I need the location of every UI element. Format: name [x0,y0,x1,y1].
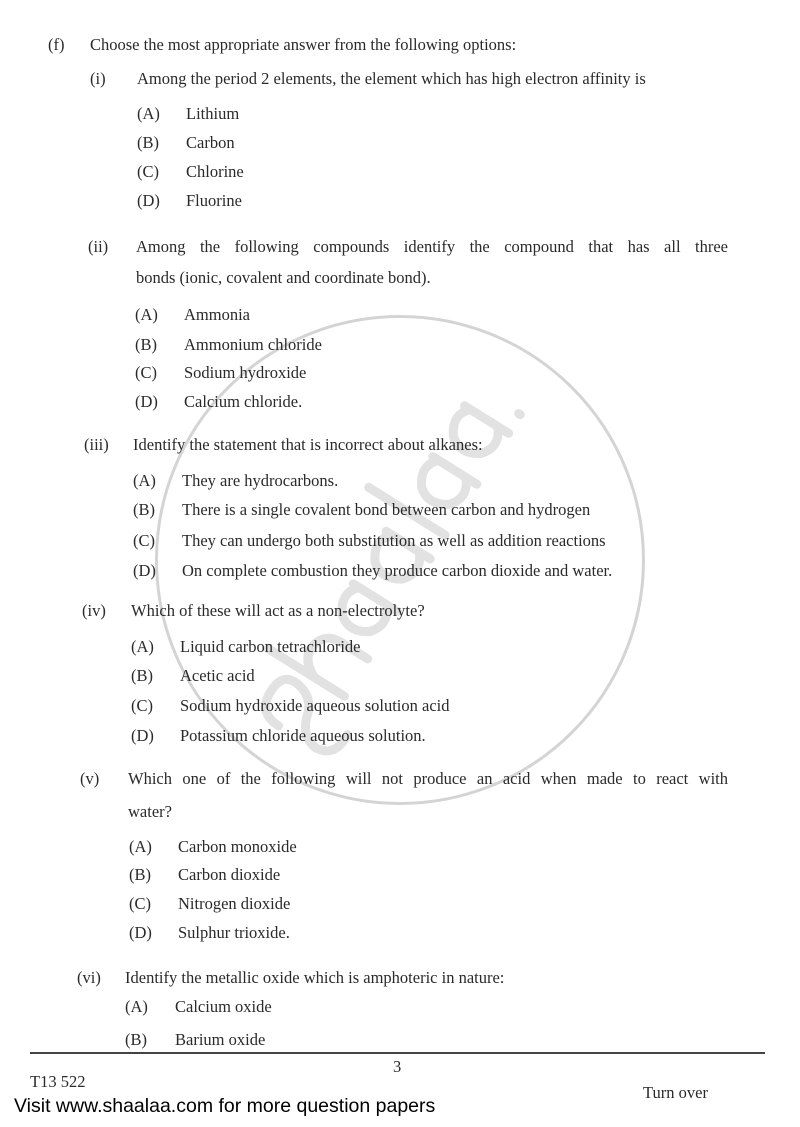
option-letter: (D) [133,561,156,580]
option-text: Calcium chloride. [184,392,303,411]
option-text: They can undergo both substitution as well as addition reactions [182,531,606,550]
option-text: On complete combustion they produce carbon dioxide and water. [182,561,613,580]
option-text: Carbon [186,133,235,152]
option-text: Acetic acid [180,666,255,685]
option-letter: (C) [131,696,153,715]
question-label: (i) [90,69,106,88]
footer-rule [30,1052,765,1054]
question-text: bonds (ionic, covalent and coordinate bond). [136,268,431,287]
option-letter: (A) [133,471,156,490]
option-letter: (D) [135,392,158,411]
option-text: Sodium hydroxide aqueous solution acid [180,696,450,715]
option-letter: (A) [129,837,152,856]
option-text: Carbon dioxide [178,865,281,884]
option-letter: (B) [137,133,159,152]
paper-code: T13 522 [30,1072,86,1091]
question-text: water? [128,802,172,821]
question-text: Among the following compounds identify the compound that has all three [136,237,728,256]
visit-link[interactable]: Visit www.shaalaa.com for more question papers [14,1095,436,1117]
question-label: (ii) [88,237,109,256]
option-letter: (A) [131,637,154,656]
question-text: Which one of the following will not produce an acid when made to react with [128,769,728,788]
question-label: (v) [80,769,100,788]
option-text: Sulphur trioxide. [178,923,290,942]
option-letter: (C) [129,894,151,913]
option-letter: (D) [131,726,154,745]
option-letter: (A) [135,305,158,324]
option-letter: (C) [137,162,159,181]
option-letter: (D) [137,191,160,210]
question-f-label: (f) [48,35,65,54]
option-letter: (B) [131,666,153,685]
option-letter: (A) [125,997,148,1016]
option-text: Ammonium chloride [184,335,322,354]
option-text: Potassium chloride aqueous solution. [180,726,426,745]
option-text: Nitrogen dioxide [178,894,291,913]
option-letter: (B) [133,500,155,519]
question-f-text: Choose the most appropriate answer from the following options: [90,35,517,54]
option-text: Lithium [186,104,240,123]
option-letter: (D) [129,923,152,942]
question-text: Identify the statement that is incorrect about alkanes: [133,435,483,454]
turn-over: Turn over [643,1083,708,1102]
question-text: Which of these will act as a non-electrolyte? [131,601,425,620]
option-letter: (C) [135,363,157,382]
option-letter: (B) [129,865,151,884]
question-label: (iv) [82,601,106,620]
option-text: Carbon monoxide [178,837,297,856]
question-label: (iii) [84,435,109,454]
option-text: Fluorine [186,191,242,210]
option-text: Chlorine [186,162,244,181]
option-text: They are hydrocarbons. [182,471,339,490]
option-letter: (B) [125,1030,147,1049]
option-text: Sodium hydroxide [184,363,307,382]
question-label: (vi) [77,968,101,987]
option-text: Ammonia [184,305,250,324]
option-letter: (B) [135,335,157,354]
option-text: Liquid carbon tetrachloride [180,637,361,656]
question-text: Identify the metallic oxide which is amphoteric in nature: [125,968,505,987]
option-text: There is a single covalent bond between carbon and hydrogen [182,500,591,519]
page-number: 3 [393,1057,402,1076]
option-text: Barium oxide [175,1030,266,1049]
option-text: Calcium oxide [175,997,272,1016]
option-letter: (A) [137,104,160,123]
option-letter: (C) [133,531,155,550]
question-text: Among the period 2 elements, the element which has high electron affinity is [137,69,646,88]
